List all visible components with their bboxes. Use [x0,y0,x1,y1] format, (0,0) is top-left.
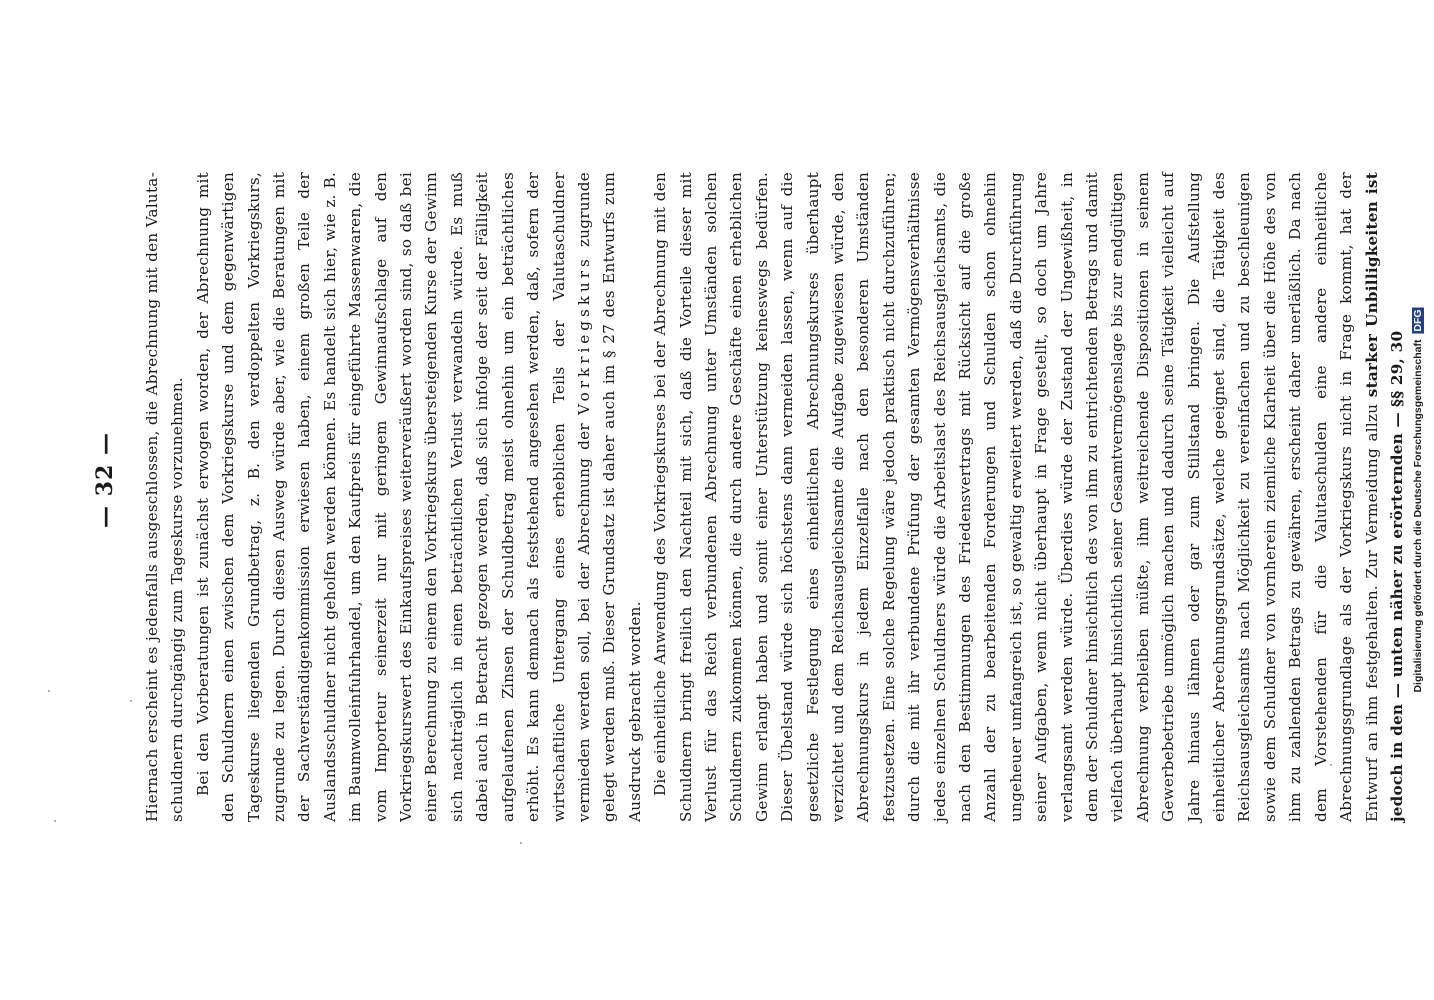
body-text [140,172,1410,822]
paragraph-2 [191,172,648,822]
paragraph-1: Hiernach erscheint es jedenfalls ausgeschlossen, die Abrechnung mit den Valuta-schuldnern durchgängig zum Tageskurse vorzunehmen. [143,172,187,822]
digitization-credit [1404,0,1434,1000]
paragraph-3-text: Die einheitliche Anwendung des Vorkriegskurses bei der Abrechnung mit den Schuldnern bringt freilich den Nachteil mit sich, daß die Vorteile dieser mit Verlust für das Reich verbundenen Abrechnung unter Umständen solchen Schuldnern zukommen können, die durch andere Geschäfte einen erheblichen Gewinn erlangt haben und somit einer Unterstützung keineswegs bedürfen. Dieser Übelstand würde sich höchstens dann vermeiden lassen, wenn auf die gesetzliche Festlegung eines einheitlichen Abrechnungskurses überhaupt verzichtet und dem Reichsausgleichsamte die Aufgabe zugewiesen würde, den Abrechnungskurs in jedem Einzelfalle nach den besonderen Umständen festzusetzen. Eine solche Regelung wäre jedoch praktisch nicht durchzuführen; durch die mit ihr verbundene Prüfung der gesamten Vermögensverhältnisse jedes einzelnen Schuldners würde die Arbeitslast des Reichsausgleichsamts, die nach den Bestimmungen des Friedensvertrags mit Rücksicht auf die große Anzahl der zu bearbeitenden Forderungen und Schulden schon ohnehin ungeheuer umfangreich ist, so gewaltig erweitert werden, daß die Durchführung seiner Aufgaben, wenn nicht überhaupt in Frage gestellt, so doch um Jahre verlangsamt werden würde. Überdies würde der Zustand der Ungewißheit, in dem der Schuldner hinsichtlich des von ihm zu entrichtenden Betrags und damit vielfach überhaupt hinsichtlich seiner Gesamtvermögenslage bis zur endgültigen Abrechnung verbleiben müßte, ihm weitreichende Dispositionen in seinem Gewerbebetriebe unmöglich machen und dadurch seine Tätigkeit vielleicht auf Jahre hinaus lähmen oder gar zum Stillstand bringen. Die Aufstellung einheitlicher Abrechnungsgrundsätze, welche geeignet sind, die Tätigkeit des Reichsausgleichsamts nach Möglichkeit zu vereinfachen und zu beschleunigen sowie dem Schuldner von vornherein ziemliche Klarheit über die Höhe des von ihm zu zahlenden Betrags zu gewähren, erscheint daher unerläßlich. Da nach dem Vorstehenden für die Valutaschulden eine andere einheitliche Abrechnungsgrundlage als der Vorkriegskurs nicht in Frage kommt, hat der Entwurf an ihm festgehalten. Zur Vermeidung allzu [651,172,1381,822]
speck [130,700,132,702]
credit-text: Digitalisierung gefördert durch die Deutsche Forschungsgemeinschaft [1412,339,1424,693]
paragraph-3-section-ref: §§ 29, 30 [1387,330,1406,407]
paragraph-3 [648,172,1410,822]
page-number: — 32 — [92,432,118,528]
speck [520,842,522,844]
speck [54,820,56,822]
paragraph-2-text: Bei den Vorberatungen ist zunächst erwogen worden, der Abrechnung mit den Schuldnern einen zwischen dem Vorkriegskurse und dem gegenwärtigen Tageskurse liegenden Grundbetrag, z. B. den verdoppelten Vorkriegskurs, zugrunde zu legen. Durch diesen Ausweg würde aber, wie die Beratungen mit der Sachverständigenkommission erwiesen haben, einem großen Teile der Auslandsschuldner nicht geholfen werden können. Es handelt sich hier, wie z. B. im Baumwolleinfuhrhandel, um den Kaufpreis für eingeführte Massenwaren, die vom Importeur seinerzeit nur mit geringem Gewinnaufschlage auf den Vorkriegskurswert des Einkaufspreises weiterveräußert worden sind, so daß bei einer Berechnung zu einem den Vorkriegskurs übersteigenden Kurse der Gewinn sich nachträglich in einen beträchtlichen Verlust verwandeln würde. Es muß dabei auch in Betracht gezogen werden, daß sich infolge der seit der Fälligkeit aufgelaufenen Zinsen der Schuldbetrag meist ohnehin um ein beträchtliches erhöht. Es kann demnach als feststehend angesehen werden, daß, sofern der wirtschaftliche Untergang eines erheblichen Teils der Valutaschuldner vermieden werden soll, bei der Abrechnung der [193,172,593,822]
speck [48,690,50,692]
speck [1330,764,1332,766]
dfg-logo: DFG [1412,309,1424,332]
paragraph-2-tail: zugrunde gelegt werden muß. Dieser Grundsatz ist daher auch im § 27 des Entwurfs zum Ausdruck gebracht worden. [574,171,644,822]
spaced-term: Vorkriegskurs [574,255,593,415]
paragraph-3-bold-tail: starker Unbilligkeiten ist jedoch in den — unten näher zu erörternden — [1362,172,1406,822]
